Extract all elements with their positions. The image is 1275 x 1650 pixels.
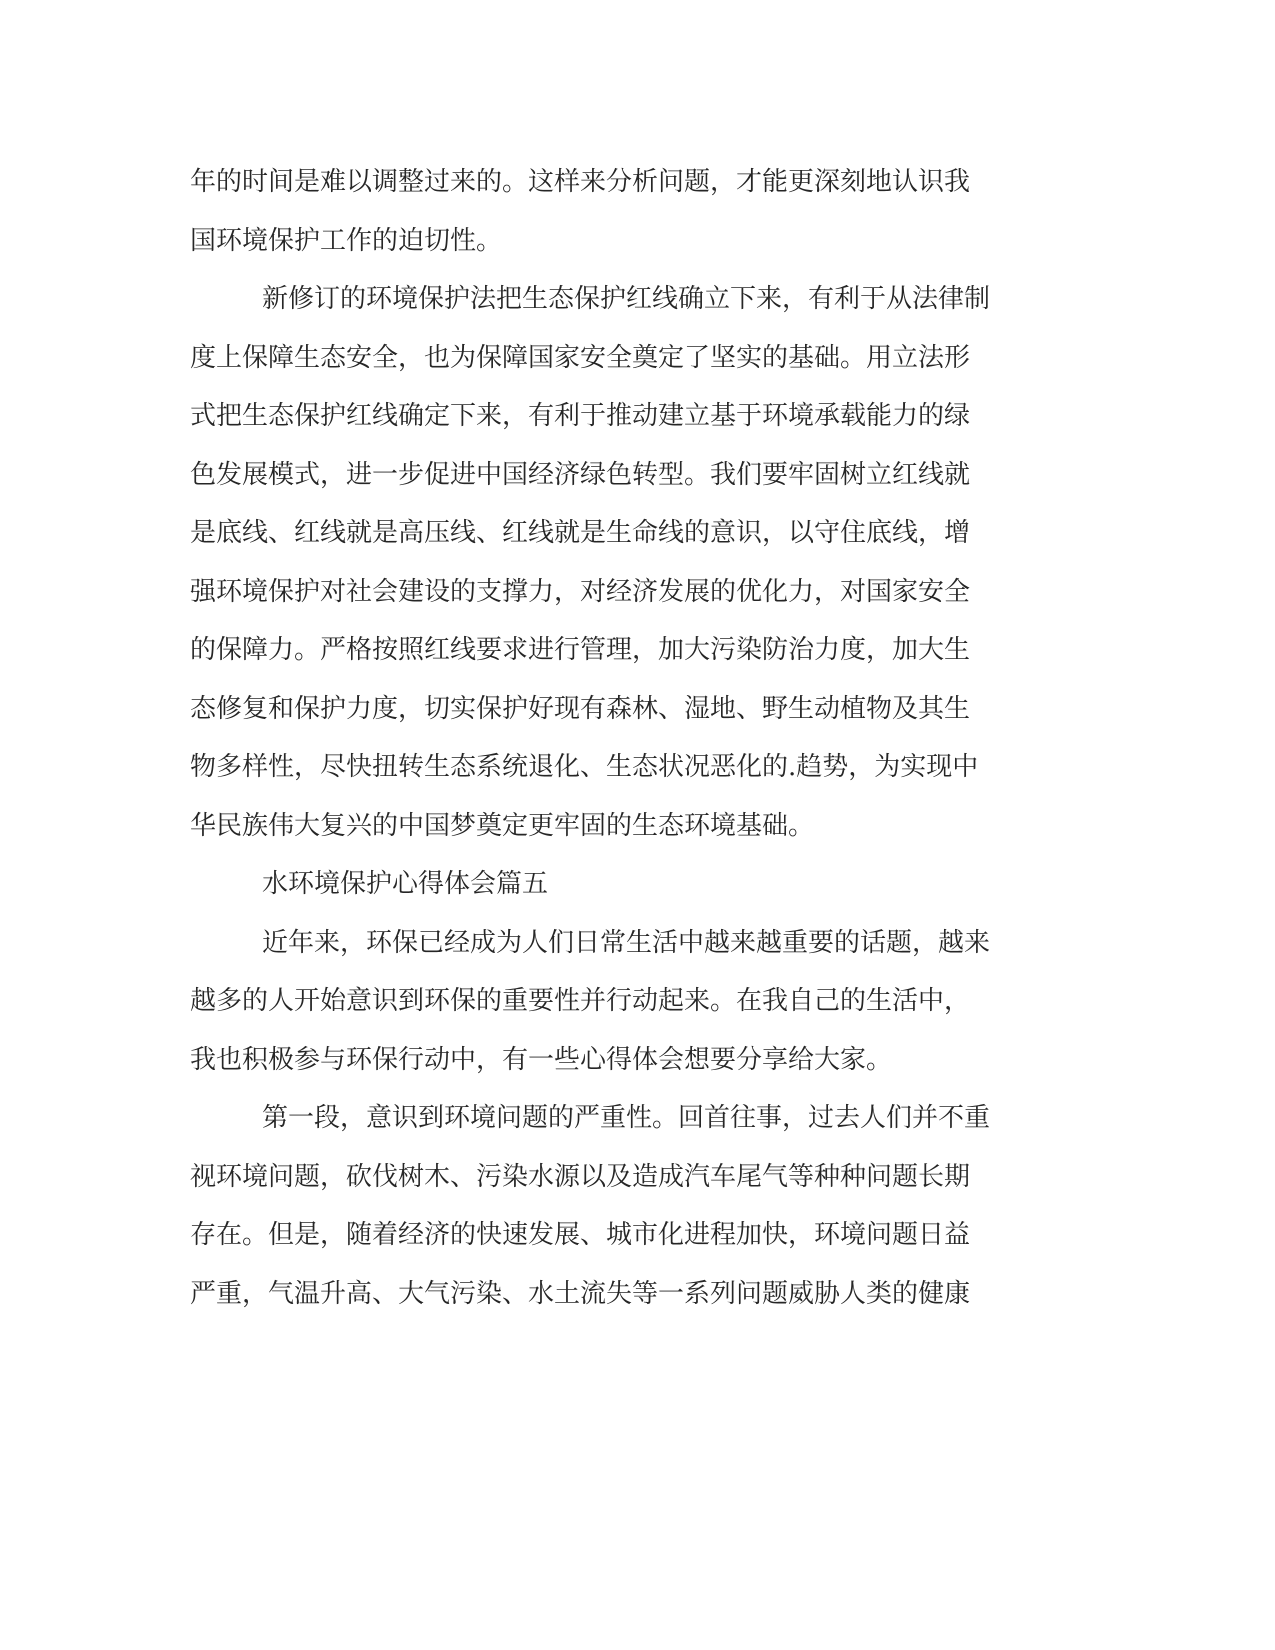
- text-line: 的保障力。严格按照红线要求进行管理，加大污染防治力度，加大生: [190, 635, 971, 665]
- text-line: 式把生态保护红线确定下来，有利于推动建立基于环境承载能力的绿: [190, 401, 971, 431]
- text-line: 态修复和保护力度，切实保护好现有森林、湿地、野生动植物及其生: [190, 694, 971, 724]
- text-line: 色发展模式，进一步促进中国经济绿色转型。我们要牢固树立红线就: [190, 460, 971, 490]
- text-line: 严重，气温升高、大气污染、水土流失等一系列问题威胁人类的健康: [190, 1279, 971, 1309]
- paragraph-first-line: 近年来，环保已经成为人们日常生活中越来越重要的话题，越来: [262, 928, 991, 958]
- text-line: 视环境问题，砍伐树木、污染水源以及造成汽车尾气等种种问题长期: [190, 1162, 971, 1192]
- text-line: 是底线、红线就是高压线、红线就是生命线的意识，以守住底线，增: [190, 518, 971, 548]
- text-line: 度上保障生态安全，也为保障国家安全奠定了坚实的基础。用立法形: [190, 343, 971, 373]
- section-heading: 水环境保护心得体会篇五: [262, 869, 549, 899]
- paragraph-first-line: 第一段，意识到环境问题的严重性。回首往事，过去人们并不重: [262, 1103, 991, 1133]
- text-line: 存在。但是，随着经济的快速发展、城市化进程加快，环境问题日益: [190, 1220, 971, 1250]
- text-line: 越多的人开始意识到环保的重要性并行动起来。在我自己的生活中，: [190, 986, 971, 1016]
- text-line: 年的时间是难以调整过来的。这样来分析问题，才能更深刻地认识我: [190, 167, 971, 197]
- text-line: 国环境保护工作的迫切性。: [190, 226, 503, 256]
- text-line: 我也积极参与环保行动中，有一些心得体会想要分享给大家。: [190, 1045, 893, 1075]
- text-line: 华民族伟大复兴的中国梦奠定更牢固的生态环境基础。: [190, 811, 815, 841]
- text-line: 强环境保护对社会建设的支撑力，对经济发展的优化力，对国家安全: [190, 577, 971, 607]
- text-line: 物多样性，尽快扭转生态系统退化、生态状况恶化的.趋势，为实现中: [190, 752, 979, 782]
- paragraph-first-line: 新修订的环境保护法把生态保护红线确立下来，有利于从法律制: [262, 284, 991, 314]
